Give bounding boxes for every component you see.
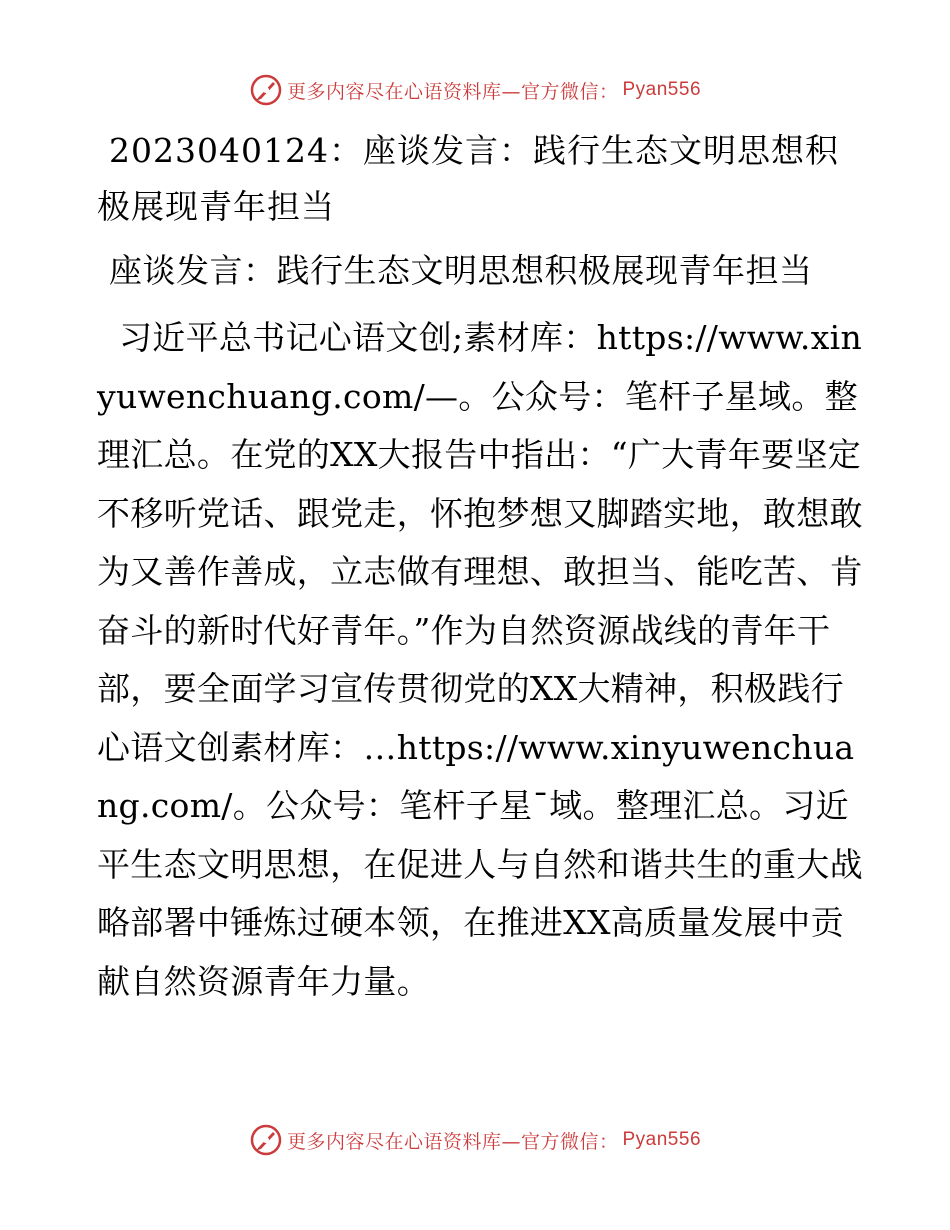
watermark-text: 更多内容尽在心语资料库—官方微信： — [286, 80, 619, 103]
document-body-paragraph: 习近平总书记心语文创;素材库：https://www.xinyuwenchuang.com/—。公众号：笔杆子星域。整理汇总。在党的XX大报告中指出：“广大青年要坚定不移听党话、跟党走，怀抱梦想又脚踏实地，敢想敢为又善作善成，立志做有理想、敢担当、能吃苦、肯奋斗的新时代好青年。”作为自然资源战线的青年干部，要全面学习宣传贯彻党的XX大精神，积极践行心语文创素材库：…https://www.xinyuwenchuang.com/。公众号：笔杆子星¯域。整理汇总。习近平生态文明思想，在促进人与自然和谐共生的重大战略部署中锤炼过硬本领，在推进XX高质量发展中贡献自然资源青年力量。 — [97, 318, 863, 1001]
document-subtitle: 座谈发言：践行生态文明思想积极展现青年担当 — [109, 251, 813, 290]
footer-watermark — [0, 1120, 950, 1160]
quill-logo-icon — [249, 73, 283, 107]
watermark-wechat-id: Pyan556 — [622, 1129, 702, 1150]
quill-logo-icon — [249, 1123, 283, 1157]
watermark-wechat-id: Pyan556 — [622, 79, 702, 100]
document-title: 2023040124：座谈发言：践行生态文明思想积极展现青年担当 — [97, 131, 839, 226]
watermark-text: 更多内容尽在心语资料库—官方微信： — [286, 1130, 619, 1153]
header-watermark — [0, 70, 950, 110]
document-content — [97, 123, 867, 1011]
